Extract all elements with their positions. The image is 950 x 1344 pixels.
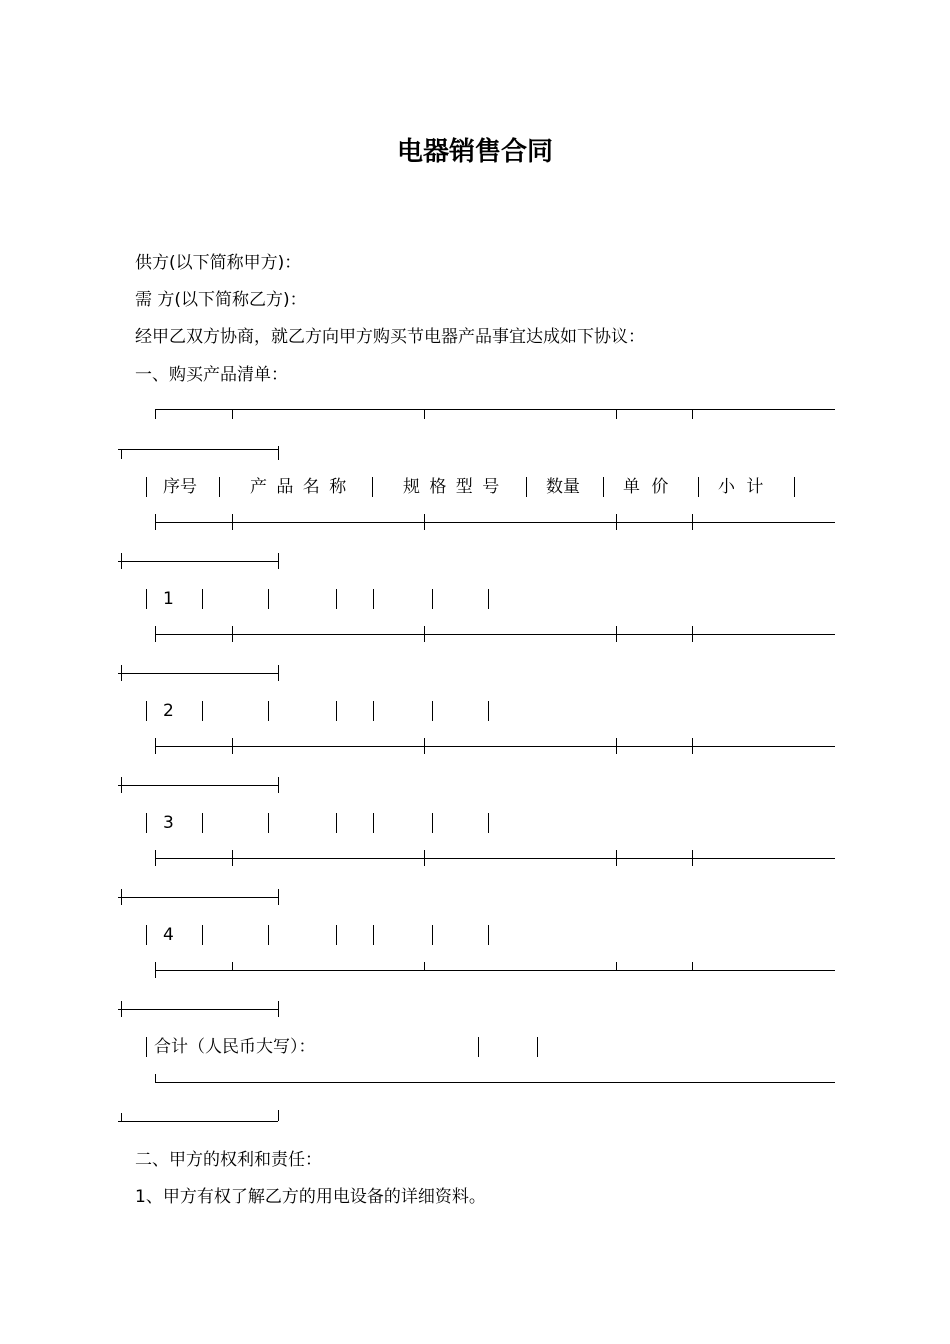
table-tick (232, 409, 233, 419)
table-cell-border (372, 477, 373, 497)
table-tick (424, 850, 425, 866)
table-tick (121, 449, 122, 459)
table-tick (616, 850, 617, 866)
table-cell-border (373, 701, 374, 721)
table-cell-border (698, 477, 699, 497)
table-bottom-border (155, 1082, 835, 1083)
table-cell-border (336, 813, 337, 833)
table-cell-border (336, 925, 337, 945)
section2-heading: 二、甲方的权利和责任： (135, 1150, 322, 1170)
table-cell-border (537, 1037, 538, 1057)
header-quantity: 数量 (546, 477, 580, 497)
table-tick (692, 409, 693, 419)
row-index-4: 4 (163, 925, 174, 945)
table-cell-border (268, 925, 269, 945)
buyer-line: 需 方(以下简称乙方)： (135, 290, 307, 310)
table-tick (121, 1113, 122, 1121)
table-tick (616, 962, 617, 970)
table-separator-wrap (118, 897, 278, 898)
table-tick (424, 514, 425, 530)
table-tick (121, 777, 122, 793)
table-cell-border (603, 477, 604, 497)
agreement-line: 经甲乙双方协商，就乙方向甲方购买节电器产品事宜达成如下协议： (135, 327, 645, 347)
table-cell-border (146, 1037, 147, 1057)
table-tick (278, 446, 279, 460)
table-cell-border (219, 477, 220, 497)
table-tick (692, 738, 693, 754)
section1-heading: 一、购买产品清单： (135, 365, 288, 385)
table-cell-border (268, 701, 269, 721)
table-tick (121, 889, 122, 905)
table-separator (155, 970, 835, 971)
table-tick (424, 738, 425, 754)
table-separator (155, 858, 835, 859)
header-subtotal: 小 计 (718, 477, 767, 497)
table-separator (155, 746, 835, 747)
table-tick (616, 626, 617, 642)
table-tick (692, 962, 693, 970)
table-tick (155, 514, 156, 530)
table-separator-wrap (118, 561, 278, 562)
table-separator-wrap (118, 785, 278, 786)
table-tick (616, 409, 617, 419)
table-tick (692, 626, 693, 642)
table-tick (232, 514, 233, 530)
table-cell-border (488, 701, 489, 721)
table-top-border (155, 409, 835, 410)
table-tick (155, 1074, 156, 1082)
table-separator (155, 634, 835, 635)
table-tick (232, 626, 233, 642)
header-index: 序号 (163, 477, 197, 497)
table-tick (278, 553, 279, 569)
section2-item1: 1、甲方有权了解乙方的用电设备的详细资料。 (135, 1187, 486, 1207)
table-tick (424, 962, 425, 970)
table-tick (155, 409, 156, 419)
total-label: 合计（人民币大写）： (154, 1037, 316, 1057)
table-tick (232, 850, 233, 866)
row-index-1: 1 (163, 589, 174, 609)
header-spec-model: 规 格 型 号 (403, 477, 502, 497)
table-tick (155, 626, 156, 642)
table-tick (692, 850, 693, 866)
table-cell-border (202, 589, 203, 609)
table-cell-border (373, 925, 374, 945)
table-tick (155, 850, 156, 866)
table-separator-wrap (118, 1009, 278, 1010)
table-top-border-wrap (118, 449, 278, 450)
header-product-name: 产 品 名 称 (250, 477, 349, 497)
table-cell-border (432, 813, 433, 833)
table-cell-border (526, 477, 527, 497)
table-separator-wrap (118, 673, 278, 674)
table-cell-border (794, 477, 795, 497)
table-cell-border (202, 925, 203, 945)
table-cell-border (488, 589, 489, 609)
table-cell-border (146, 813, 147, 833)
table-tick (616, 514, 617, 530)
table-tick (278, 665, 279, 681)
table-cell-border (432, 701, 433, 721)
table-tick (278, 889, 279, 905)
table-cell-border (146, 477, 147, 497)
table-cell-border (478, 1037, 479, 1057)
table-cell-border (488, 813, 489, 833)
table-cell-border (146, 701, 147, 721)
table-cell-border (336, 701, 337, 721)
table-tick (121, 553, 122, 569)
table-cell-border (488, 925, 489, 945)
table-cell-border (146, 589, 147, 609)
table-tick (155, 738, 156, 754)
table-tick (232, 738, 233, 754)
table-cell-border (268, 813, 269, 833)
table-bottom-border-wrap (118, 1121, 278, 1122)
table-tick (121, 1001, 122, 1017)
table-cell-border (202, 813, 203, 833)
table-tick (278, 777, 279, 793)
table-tick (278, 1001, 279, 1017)
table-separator (155, 522, 835, 523)
table-tick (121, 665, 122, 681)
table-tick (278, 1110, 279, 1121)
table-tick (424, 409, 425, 419)
row-index-2: 2 (163, 701, 174, 721)
supplier-line: 供方(以下简称甲方)： (135, 253, 302, 273)
table-cell-border (373, 813, 374, 833)
table-cell-border (432, 925, 433, 945)
table-tick (155, 962, 156, 978)
document-title: 电器销售合同 (396, 137, 553, 167)
table-cell-border (432, 589, 433, 609)
table-cell-border (336, 589, 337, 609)
table-tick (692, 514, 693, 530)
header-unit-price: 单 价 (623, 477, 672, 497)
table-cell-border (146, 925, 147, 945)
table-cell-border (202, 701, 203, 721)
table-tick (232, 962, 233, 970)
row-index-3: 3 (163, 813, 174, 833)
table-tick (424, 626, 425, 642)
table-cell-border (373, 589, 374, 609)
table-cell-border (268, 589, 269, 609)
table-tick (616, 738, 617, 754)
